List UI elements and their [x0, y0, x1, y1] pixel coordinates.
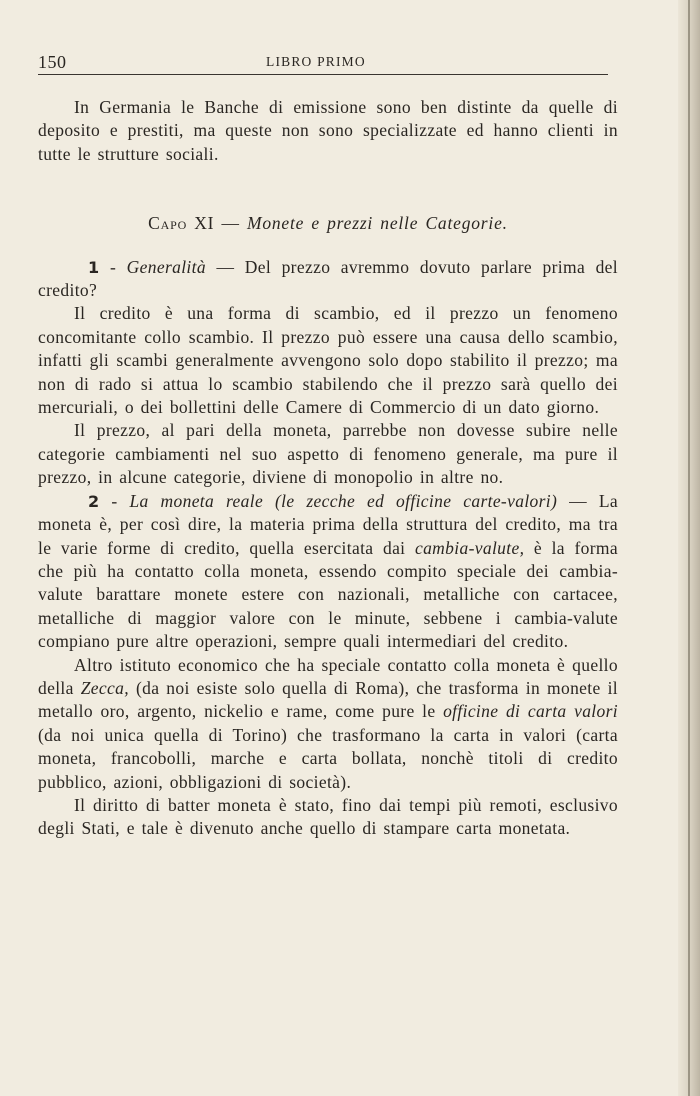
body-text — [38, 96, 618, 841]
section-1-paragraph-2: Il credito è una forma di scambio, ed il prezzo un fenomeno concomitante collo scambio. Il prezzo può essere una causa dello scambio, infatti gli scambi generalmente avvengono solo dopo stabilito il prezzo; ma non di rado si attua lo scambio stabilendo che il prezzo sarà quello dei mercuriali, o dei bollettini delle Camere di Commercio di un dato giorno. — [38, 303, 618, 418]
section-2-p2-b: (da noi esiste solo quella di Roma), che trasforma in monete il metallo oro, argento, nickelio e rame, come pure le — [38, 677, 618, 722]
section-1-paragraph — [38, 256, 618, 303]
section-2-number: 2 — [88, 491, 100, 511]
running-head: LIBRO PRIMO — [266, 54, 366, 69]
section-2-p2-c: (da noi unica quella di Torino) che trasformano la carta in valori (carta moneta, francobolli, marche e carta bollata, nonchè titoli di credito pubblico, azioni, obbligazioni di società). — [38, 724, 618, 792]
section-2-p2-a: Altro istituto economico che ha speciale contatto colla moneta è quello della — [38, 654, 618, 698]
section-2-paragraph-2 — [38, 654, 618, 794]
section-1-title: Generalità — [126, 256, 206, 277]
section-2-lead-italic: cambia-valute, — [414, 537, 525, 558]
intro-paragraph: In Germania le Banche di emissione sono ben distinte da quelle di deposito e prestiti, ma queste non sono specializzate ed hanno clienti in tutte le strutture sociali. — [38, 97, 618, 164]
section-2-lead-a: — La moneta è, per così dire, la materia prima della struttura del credito, ma tra le varie forme di credito, quella esercitata dai — [38, 490, 618, 558]
chapter-label: Capo XI — [148, 213, 215, 234]
header-rule — [38, 74, 608, 75]
section-2-p2-officine: officine di carta valori — [443, 701, 618, 722]
section-1-number: 1 — [88, 257, 100, 277]
section-1-lead: — Del prezzo avremmo dovuto parlare prima del credito? — [38, 256, 618, 301]
section-1-paragraph-3: Il prezzo, al pari della moneta, parrebbe non dovesse subire nelle categorie cambiamenti nel suo aspetto di fenomeno generale, ma pure il prezzo, in alcune categorie, diviene di monopolio in altre no. — [38, 420, 618, 488]
page-edge-line — [688, 0, 690, 1096]
chapter-title: Monete e prezzi nelle Categorie. — [246, 213, 508, 234]
page-header — [38, 50, 608, 74]
section-2-title: La moneta reale (le zecche ed officine carte-valori) — [129, 490, 558, 511]
section-2-lead-b: è la forma che più ha contatto colla moneta, essendo compito speciale dei cambia-valute barattare monete estere con nazionali, metalliche con cartacee, metalliche di maggior valore con le minute, sebbene i cambia-valute compiano pure altre operazioni, sempre quali intermediari del credito. — [38, 537, 618, 652]
chapter-dash: — — [214, 213, 247, 234]
section-2-p2-zecca: Zecca, — [80, 677, 129, 698]
section-2-paragraph — [38, 490, 618, 654]
chapter-heading — [38, 212, 618, 235]
section-1-separator: - — [99, 256, 127, 277]
page-number: 150 — [38, 52, 67, 72]
section-2-paragraph-3: Il diritto di batter moneta è stato, fino dai tempi più remoti, esclusivo degli Stati, e tale è divenuto anche quello di stampare carta monetata. — [38, 794, 618, 839]
section-2-separator: - — [99, 490, 130, 511]
